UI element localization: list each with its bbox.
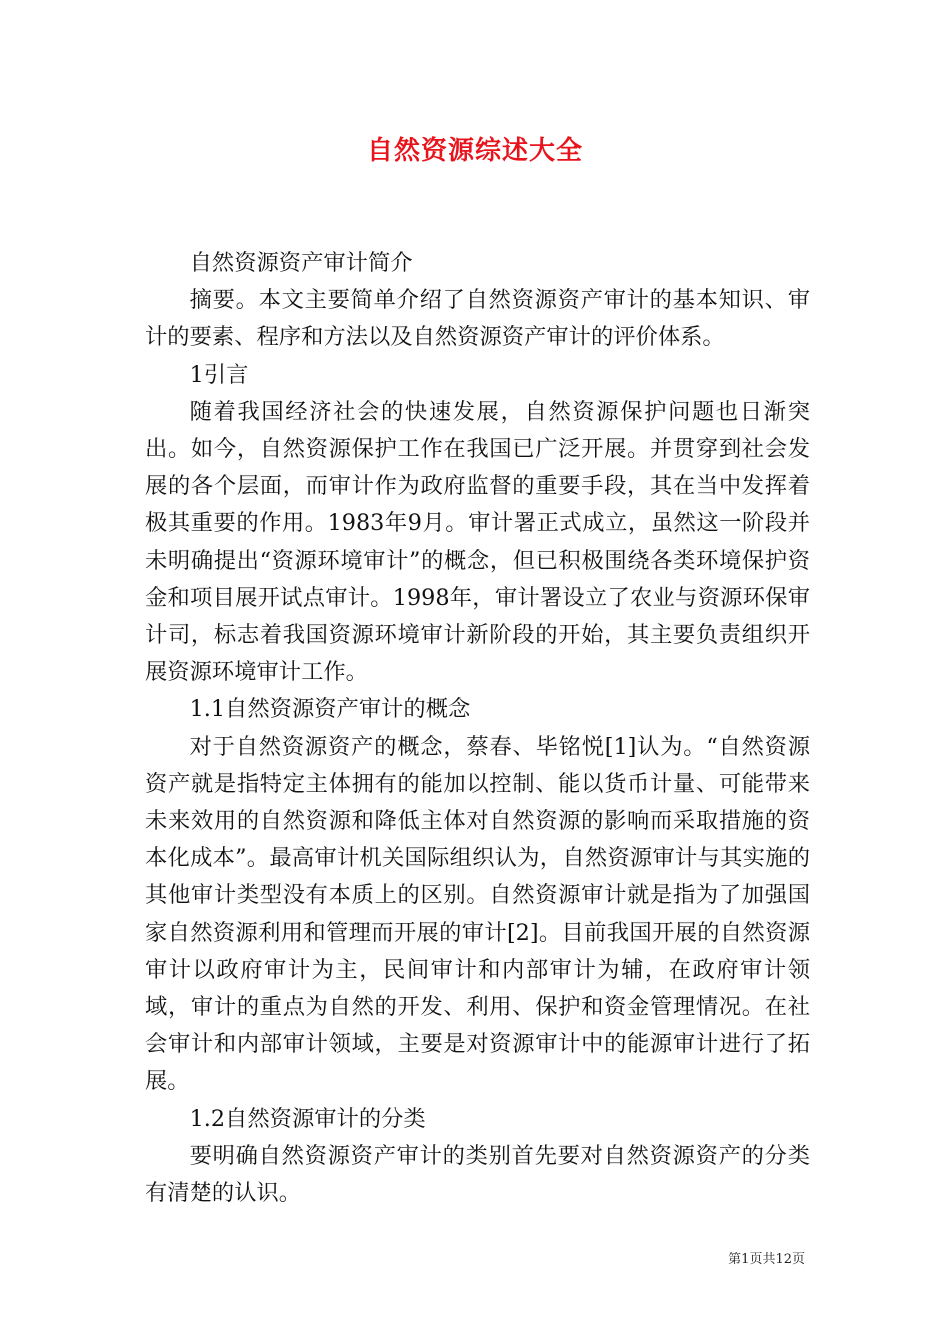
section-heading-1-2: 1.2自然资源审计的分类 bbox=[189, 1105, 426, 1132]
section-heading-intro: 自然资源资产审计简介 bbox=[189, 250, 413, 276]
section-heading-1-1: 1.1自然资源资产审计的概念 bbox=[189, 696, 471, 723]
page-number: 第1页共12页 bbox=[728, 1252, 805, 1267]
abstract-paragraph: 摘要。本文主要简单介绍了自然资源资产审计的基本知识、审计的要素、程序和方法以及自然资源资产审计的评价体系。 bbox=[145, 287, 810, 351]
document-title: 自然资源综述大全 bbox=[366, 136, 583, 166]
section-heading-1: 1引言 bbox=[189, 361, 249, 388]
document-body bbox=[145, 245, 810, 1212]
body-paragraph: 随着我国经济社会的快速发展，自然资源保护问题也日渐突出。如今，自然资源保护工作在我国已广泛开展。并贯穿到社会发展的各个层面，而审计作为政府监督的重要手段，其在当中发挥着极其重要的作用。1983年9月。审计署正式成立，虽然这一阶段并未明确提出“资源环境审计”的概念，但已积极围绕各类环境保护资金和项目展开试点审计。1998年，审计署设立了农业与资源环保审计司，标志着我国资源环境审计新阶段的开始，其主要负责组织开展资源环境审计工作。 bbox=[145, 398, 810, 686]
body-paragraph: 要明确自然资源资产审计的类别首先要对自然资源资产的分类有清楚的认识。 bbox=[145, 1142, 810, 1207]
body-paragraph: 对于自然资源资产的概念，蔡春、毕铭悦[1]认为。“自然资源资产就是指特定主体拥有的能加以控制、能以货币计量、可能带来未来效用的自然资源和降低主体对自然资源的影响而采取措施的资本化成本”。最高审计机关国际组织认为，自然资源审计与其实施的其他审计类型没有本质上的区别。自然资源审计就是指为了加强国家自然资源利用和管理而开展的审计[2]。目前我国开展的自然资源审计以政府审计为主，民间审计和内部审计为辅，在政府审计领域，审计的重点为自然的开发、利用、保护和资金管理情况。在社会审计和内部审计领域，主要是对资源审计中的能源审计进行了拓展。 bbox=[145, 733, 810, 1095]
